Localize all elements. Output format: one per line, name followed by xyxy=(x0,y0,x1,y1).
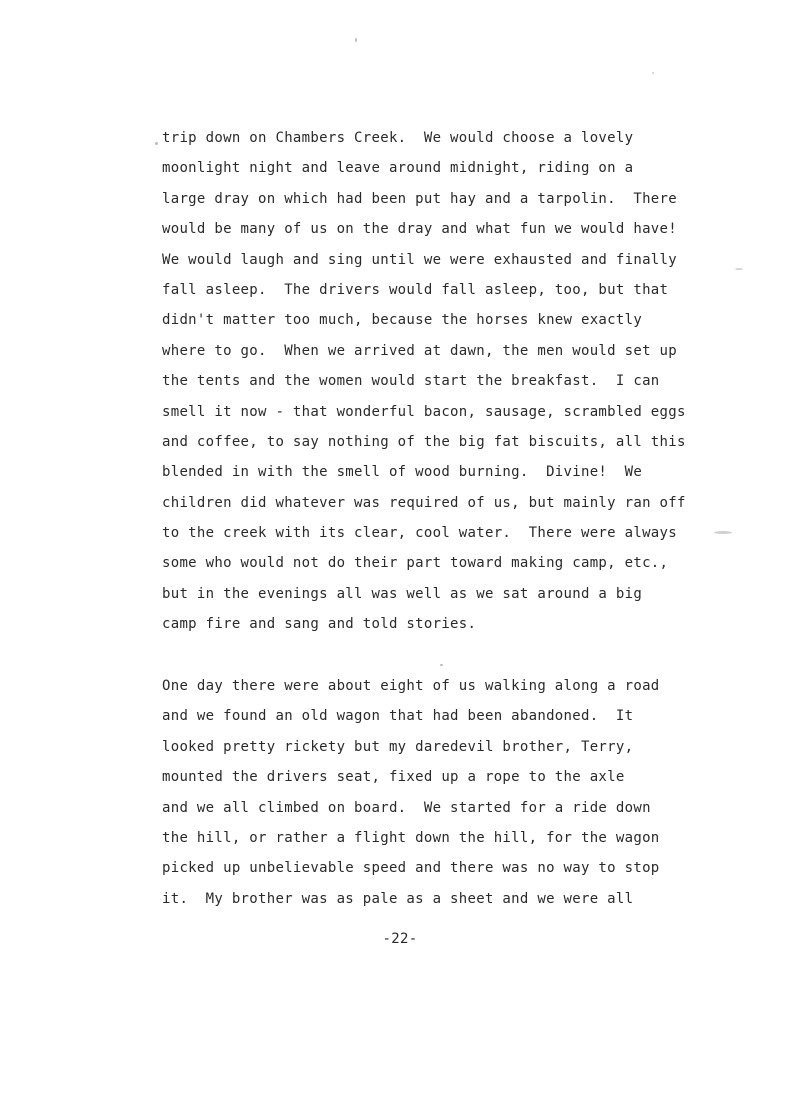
paragraph-wagon-ride xyxy=(162,671,742,914)
text-line: to the creek with its clear, cool water. There were always xyxy=(162,525,677,542)
text-line: and coffee, to say nothing of the big fat biscuits, all this xyxy=(162,433,686,450)
text-line: where to go. When we arrived at dawn, the men would set up xyxy=(162,342,677,359)
scan-speck xyxy=(652,72,654,74)
text-line: smell it now - that wonderful bacon, sausage, scrambled eggs xyxy=(162,403,686,420)
text-line: it. My brother was as pale as a sheet and we were all xyxy=(162,890,634,907)
text-line: mounted the drivers seat, fixed up a rope to the axle xyxy=(162,769,625,786)
page-number: -22- xyxy=(382,931,418,947)
text-line: the hill, or rather a flight down the hill, for the wagon xyxy=(162,829,660,846)
text-line: and we all climbed on board. We started for a ride down xyxy=(162,799,651,816)
text-line: fall asleep. The drivers would fall asleep, too, but that xyxy=(162,281,669,298)
text-line: the tents and the women would start the breakfast. I can xyxy=(162,373,660,390)
text-line: but in the evenings all was well as we sat around a big xyxy=(162,585,643,602)
scan-speck xyxy=(440,664,443,666)
scan-speck xyxy=(155,142,158,145)
paragraph-camping-trip xyxy=(162,123,742,640)
text-line: children did whatever was required of us, but mainly ran off xyxy=(162,494,686,511)
text-line: moonlight night and leave around midnight, riding on a xyxy=(162,160,634,177)
text-line: large dray on which had been put hay and a tarpolin. There xyxy=(162,190,677,207)
text-line: some who would not do their part toward making camp, etc., xyxy=(162,555,669,572)
text-line: picked up unbelievable speed and there was no way to stop xyxy=(162,860,660,877)
text-line: and we found an old wagon that had been abandoned. It xyxy=(162,708,634,725)
text-line: camp fire and sang and told stories. xyxy=(162,616,477,633)
text-line: looked pretty rickety but my daredevil brother, Terry, xyxy=(162,738,634,755)
text-line: trip down on Chambers Creek. We would choose a lovely xyxy=(162,130,634,146)
text-line: blended in with the smell of wood burning. Divine! We xyxy=(162,464,643,481)
text-line: We would laugh and sing until we were exhausted and finally xyxy=(162,251,677,268)
text-line: didn't matter too much, because the horses knew exactly xyxy=(162,312,643,329)
text-line: would be many of us on the dray and what fun we would have! xyxy=(162,221,677,238)
text-line: One day there were about eight of us walking along a road xyxy=(162,678,660,694)
scan-speck xyxy=(355,38,357,42)
